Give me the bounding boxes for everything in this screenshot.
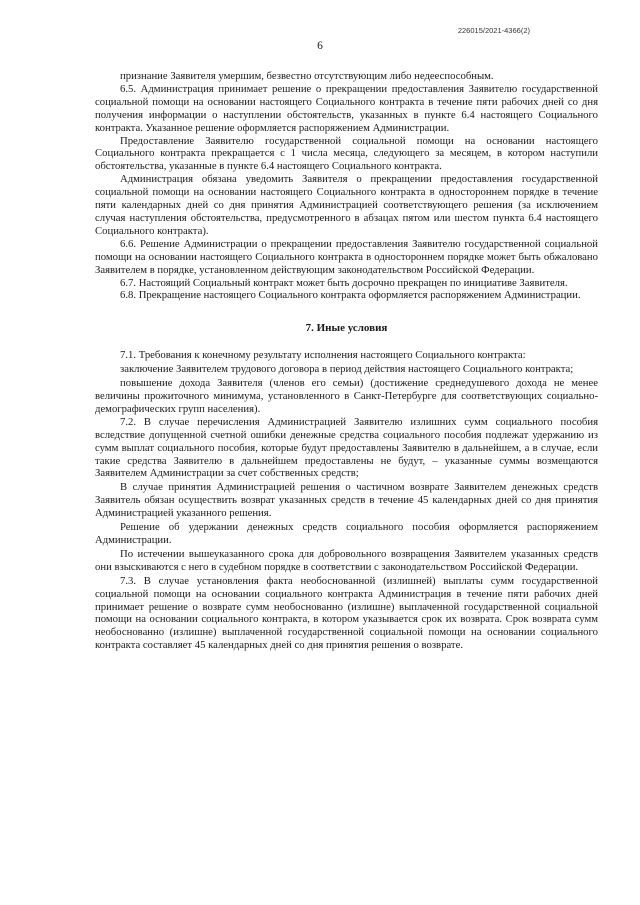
paragraph: повышение дохода Заявителя (членов его семьи) (достижение среднедушевого дохода не менее величины прожиточного минимума, установленного в Санкт-Петербурге для соответствующих социально-демографических групп населения).	[95, 377, 598, 415]
section-title: 7. Иные условия	[305, 322, 388, 335]
paragraph: В случае принятия Администрацией решения о частичном возврате Заявителем денежных средств Заявитель обязан осуществить возврат указанных средств в течение 45 календарных дней со дня принятия Администрацией указанного решения.	[95, 481, 598, 520]
paragraph: 7.3. В случае установления факта необоснованной (излишней) выплаты сумм государственной социальной помощи на основании социального контракта Администрация в течение пяти рабочих дней принимает решение о возврате сумм необоснованно (излишне) выплаченной государственной социальной помощи на основании социального контракта, в котором указывается срок их возврата. Срок возврата сумм необоснованно (излишне) выплаченной государственной социальной помощи на основании социального контракта составляет 45 календарных дней со дня принятия решения о возврате.	[95, 574, 598, 652]
document-body	[95, 70, 598, 652]
paragraph: 6.8. Прекращение настоящего Социального контракта оформляется распоряжением Администрации.	[120, 289, 581, 302]
paragraph: признание Заявителя умершим, безвестно отсутствующим либо недееспособным.	[120, 70, 494, 82]
paragraph: Администрация обязана уведомить Заявителя о прекращении предоставления государственной социальной помощи на основании настоящего Социального контракта в одностороннем порядке в течение пяти календарных дней со дня принятия Администрацией соответствующего решения (за исключением случая наступления обстоятельства, предусмотренного в абзацах пятом или шестом пункта 6.4 настоящего Социального контракта).	[95, 173, 598, 237]
paragraph: 7.2. В случае перечисления Администрацией Заявителю излишних сумм социального пособия вследствие допущенной счетной ошибки денежные средства социального пособия подлежат удержанию из сумм выплат социального пособия, которые будут предоставлены Заявителю в дальнейшем, а в случае, если такие средства Заявителю в дальнейшем предоставлены не будут, – указанные суммы возмещаются Заявителем Администрации за счет собственных средств;	[95, 415, 598, 480]
paragraph: заключение Заявителем трудового договора в период действия настоящего Социального контракта;	[120, 363, 574, 376]
paragraph: 6.5. Администрация принимает решение о прекращении предоставления Заявителю государственной социальной помощи на основании настоящего Социального контракта в течение пяти рабочих дней со дня получения информации о наступлении обстоятельств, указанных в пункте 6.4 настоящего Социального контракта. Указанное решение оформляется распоряжением Администрации.	[95, 82, 598, 134]
paragraph: 6.6. Решение Администрации о прекращении предоставления Заявителю государственной социальной помощи на основании настоящего Социального контракта в одностороннем порядке может быть обжаловано Заявителем в порядке, установленном действующим законодательством Российской Федерации.	[95, 237, 598, 276]
paragraph: Предоставление Заявителю государственной социальной помощи на основании настоящего Социального контракта прекращается с 1 числа месяца, следующего за месяцем, в котором наступили обстоятельства, указанные в пункте 6.4 настоящего Социального контракта.	[95, 134, 598, 173]
paragraph: 7.1. Требования к конечному результату исполнения настоящего Социального контракта:	[120, 349, 526, 362]
document-id: 226015/2021-4366(2)	[457, 26, 530, 35]
paragraph: Решение об удержании денежных средств социального пособия оформляется распоряжением Администрации.	[95, 521, 598, 546]
paragraph: 6.7. Настоящий Социальный контракт может быть досрочно прекращен по инициативе Заявителя.	[120, 276, 568, 289]
paragraph: По истечении вышеуказанного срока для добровольного возвращения Заявителем указанных средств они взыскиваются с него в судебном порядке в соответствии с законодательством Российской Федерации.	[95, 547, 598, 573]
page-number: 6	[317, 40, 323, 52]
